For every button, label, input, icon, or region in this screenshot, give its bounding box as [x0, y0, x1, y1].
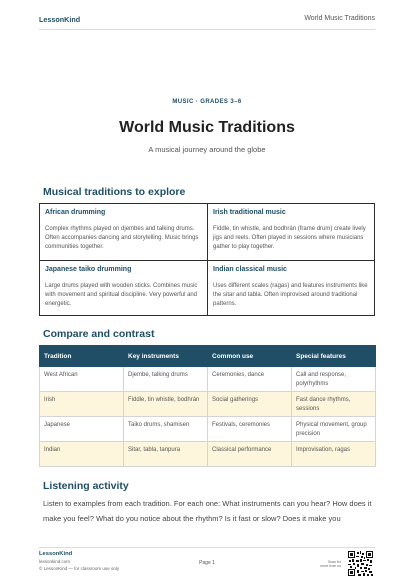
compare-heading: Compare and contrast [43, 328, 155, 340]
tradition-card-african [40, 204, 207, 260]
table-cell: Irish [40, 392, 124, 417]
tradition-card-indian [208, 261, 374, 315]
page-title: World Music Traditions [119, 119, 295, 136]
traditions-grid [39, 203, 375, 316]
header-title: World Music Traditions [304, 15, 375, 22]
footer-url: lessonkind.com [39, 559, 71, 564]
footer-copyright: © LessonKind — for classroom use only [39, 566, 120, 571]
table-cell: Physical movement, group precision [292, 417, 376, 442]
page-subtitle: A musical journey around the globe [148, 145, 266, 154]
tradition-card-title: Indian classical music [213, 266, 287, 273]
table-cell: West African [40, 367, 124, 392]
column-header-use: Common use [208, 346, 292, 367]
tradition-card-title: African drumming [45, 209, 106, 216]
table-cell: Taiko drums, shamisen [124, 417, 208, 442]
brand-name: LessonKind [39, 15, 81, 24]
table-cell: Social gatherings [208, 392, 292, 417]
qr-caption [311, 560, 341, 568]
table-cell: Sitar, tabla, tanpura [124, 442, 208, 467]
column-header-tradition: Tradition [40, 346, 124, 367]
tradition-card-description: Complex rhythms played on djembes and talking drums. Often accompanies dancing and storytelling. Music brings communities together. [45, 226, 199, 250]
qr-caption-line: Scan for [327, 560, 341, 564]
listening-heading: Listening activity [43, 480, 129, 492]
footer-divider [39, 547, 375, 548]
tradition-card-description: Uses different scales (ragas) and features instruments like the sitar and tabla. Often improvised around traditional patterns. [213, 283, 368, 307]
table-row [40, 392, 376, 417]
tradition-card-irish [208, 204, 374, 260]
table-cell: Indian [40, 442, 124, 467]
page-number: Page 1 [199, 560, 215, 566]
tradition-card-title: Japanese taiko drumming [45, 266, 132, 273]
page-header [0, 0, 414, 38]
tradition-card-description: Large drums played with wooden sticks. Combines music with movement and spiritual discipline. Very powerful and energetic. [45, 283, 198, 307]
tradition-card-japanese [40, 261, 207, 315]
tradition-card-title: Irish traditional music [213, 209, 286, 216]
table-cell: Fiddle, tin whistle, bodhrán [124, 392, 208, 417]
traditions-heading: Musical traditions to explore [43, 186, 186, 198]
table-cell: Classical performance [208, 442, 292, 467]
table-cell: Call and response, polyrhythms [292, 367, 376, 392]
table-cell: Djembe, talking drums [124, 367, 208, 392]
tradition-card-description: Fiddle, tin whistle, and bodhrán (frame drum) create lively jigs and reels. Often played in sessions where musicians gather to play together. [213, 226, 366, 250]
table-row [40, 367, 376, 392]
table-cell: Festivals, ceremonies [208, 417, 292, 442]
compare-table [39, 345, 376, 467]
table-row [40, 442, 376, 467]
qr-caption-line: more from us [320, 564, 341, 568]
table-cell: Ceremonies, dance [208, 367, 292, 392]
subject-grade-label: MUSIC · GRADES 3–6 [172, 99, 242, 105]
listening-instructions: Listen to examples from each tradition. For each one: What instruments can you hear? How does it make you feel? What do you notice about the rhythm? Is it fast or slow? Does it make you [43, 499, 372, 523]
header-divider [39, 29, 375, 30]
table-cell: Improvisation, ragas [292, 442, 376, 467]
qr-code-icon [348, 551, 373, 576]
footer-brand: LessonKind [39, 551, 73, 557]
column-header-features: Special features [292, 346, 376, 367]
table-row [40, 417, 376, 442]
column-header-instruments: Key instruments [124, 346, 208, 367]
table-cell: Fast dance rhythms, sessions [292, 392, 376, 417]
table-cell: Japanese [40, 417, 124, 442]
table-header-row [40, 346, 376, 367]
